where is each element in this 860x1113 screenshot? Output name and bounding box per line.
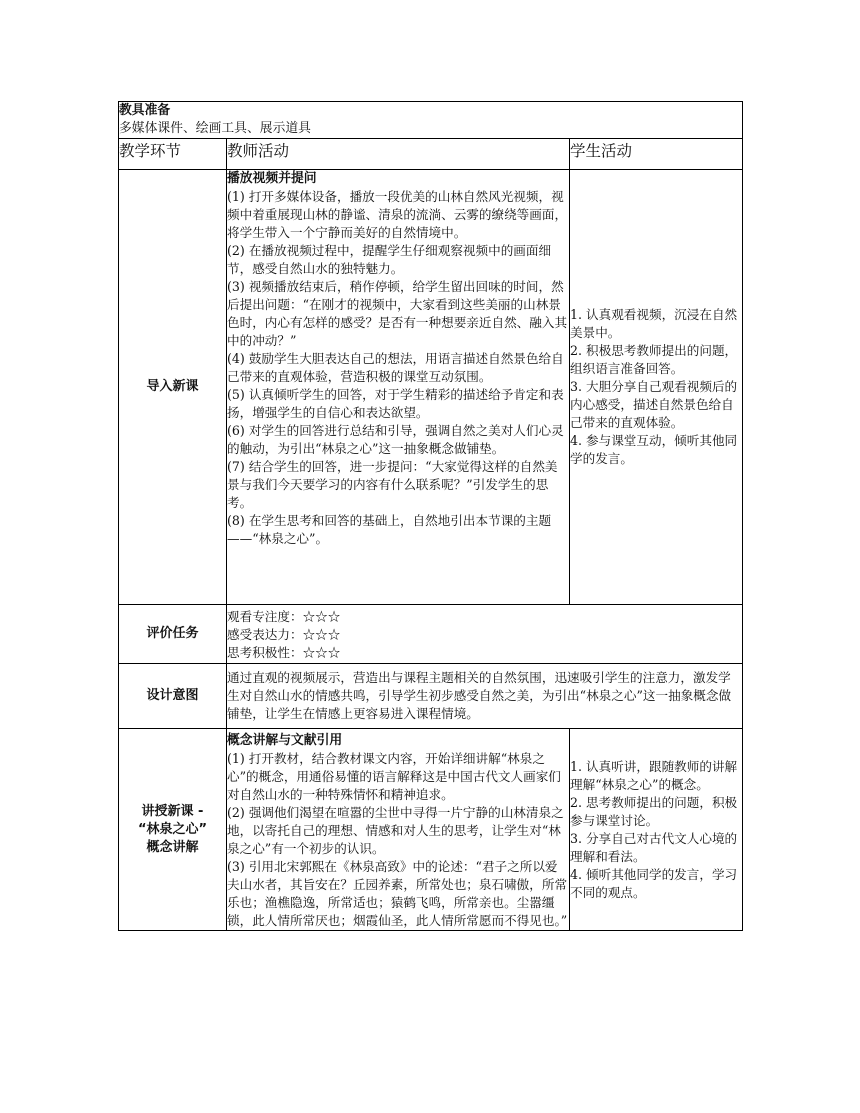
evaluation-item: 思考积极性：☆☆☆ — [227, 645, 341, 660]
concept-student-item: 4. 倾听其他同学的发言，学习不同的观点。 — [570, 866, 738, 900]
intro-row — [119, 170, 743, 605]
concept-stage-line: 概念讲解 — [146, 839, 199, 855]
intro-teacher-item: (6) 对学生的回答进行总结和引导，强调自然之美对人们心灵的触动，为引出“林泉之心”这一抽象概念做铺垫。 — [227, 423, 564, 456]
evaluation-item: 观看专注度：☆☆☆ — [227, 609, 341, 624]
materials-row — [119, 102, 743, 139]
header-stage: 教学环节 — [119, 139, 227, 170]
intro-teacher-activity — [227, 170, 570, 605]
intro-teacher-title: 播放视频并提问 — [227, 171, 317, 186]
lesson-plan-table — [118, 101, 743, 931]
concept-row — [119, 729, 743, 931]
intro-student-activity — [570, 170, 743, 605]
concept-student-item: 2. 思考教师提出的问题，积极参与课堂讨论。 — [570, 794, 738, 828]
intro-teacher-item: (8) 在学生思考和回答的基础上，自然地引出本节课的主题——“林泉之心”。 — [227, 513, 552, 546]
design-stage-label: 设计意图 — [119, 664, 227, 729]
concept-teacher-activity — [227, 729, 570, 931]
intro-student-item: 2. 积极思考教师提出的问题，组织语言准备回答。 — [570, 343, 738, 376]
evaluation-row — [119, 605, 743, 664]
concept-student-activity — [570, 729, 743, 931]
header-teacher: 教师活动 — [227, 139, 570, 170]
evaluation-stage-label: 评价任务 — [119, 605, 227, 664]
materials-title: 教具准备 — [119, 103, 171, 118]
materials-cell — [119, 102, 743, 139]
intro-teacher-item: (1) 打开多媒体设备，播放一段优美的山林自然风光视频，视频中着重展现山林的静谧、清泉的流淌、云雾的缭绕等画面，将学生带入一个宁静而美好的自然情境中。 — [227, 189, 568, 240]
intro-teacher-item: (4) 鼓励学生大胆表达自己的想法，用语言描述自然景色给自己带来的直观体验，营造积极的课堂互动氛围。 — [227, 351, 564, 384]
concept-teacher-item: (2) 强调他们渴望在喧嚣的尘世中寻得一片宁静的山林清泉之地，以寄托自己的理想、情感和对人生的思考，让学生对“林泉之心”有一个初步的认识。 — [227, 805, 564, 856]
concept-teacher-item: (1) 打开教材，结合教材课文内容，开始详细讲解“林泉之心”的概念，用通俗易懂的语言解释这是中国古代文人画家们对自然山水的一种特殊情怀和精神追求。 — [227, 751, 561, 802]
intro-teacher-item: (2) 在播放视频过程中，提醒学生仔细观察视频中的画面细节，感受自然山水的独特魅力。 — [227, 243, 552, 276]
header-student: 学生活动 — [570, 139, 743, 170]
intro-teacher-item: (3) 视频播放结束后，稍作停顿，给学生留出回味的时间，然后提出问题：“在刚才的视频中，大家看到这些美丽的山林景色时，内心有怎样的感受？是否有一种想要亲近自然、融入其中的冲动？” — [227, 279, 568, 348]
materials-content: 多媒体课件、绘画工具、展示道具 — [119, 121, 311, 136]
header-row — [119, 139, 743, 170]
evaluation-items — [227, 605, 743, 664]
concept-teacher-title: 概念讲解与文献引用 — [227, 733, 343, 748]
design-row — [119, 664, 743, 729]
intro-student-item: 3. 大胆分享自己观看视频后的内心感受，描述自然景色给自己带来的直观体验。 — [570, 379, 738, 430]
intro-stage-label: 导入新课 — [119, 170, 227, 605]
concept-stage-line: “林泉之心” — [137, 821, 208, 837]
intro-teacher-item: (5) 认真倾听学生的回答，对于学生精彩的描述给予肯定和表扬，增强学生的自信心和表达欲望。 — [227, 387, 564, 420]
intro-student-item: 4. 参与课堂互动，倾听其他同学的发言。 — [570, 433, 738, 466]
concept-stage-label — [119, 729, 227, 931]
concept-student-item: 3. 分享自己对古代文人心境的理解和看法。 — [570, 830, 738, 864]
concept-teacher-item: (3) 引用北宋郭熙在《林泉高致》中的论述：“君子之所以爱夫山水者，其旨安在？丘园养素，所常处也；泉石啸傲，所常乐也；渔樵隐逸，所常适也；猿鹤飞鸣，所常亲也。尘嚣缰锁，此人情所常厌也；烟霞仙圣，此人情所常愿而不得见也。” — [227, 859, 568, 928]
intro-teacher-item: (7) 结合学生的回答，进一步提问：“大家觉得这样的自然美景与我们今天要学习的内容有什么联系呢？”引发学生的思考。 — [227, 459, 558, 510]
design-content: 通过直观的视频展示，营造出与课程主题相关的自然氛围，迅速吸引学生的注意力，激发学生对自然山水的情感共鸣，引导学生初步感受自然之美，为引出“林泉之心”这一抽象概念做铺垫，让学生在情感上更容易进入课程情境。 — [227, 664, 743, 729]
concept-stage-line: 讲授新课 - — [141, 803, 204, 819]
intro-student-item: 1. 认真观看视频，沉浸在自然美景中。 — [570, 307, 738, 340]
evaluation-item: 感受表达力：☆☆☆ — [227, 627, 341, 642]
concept-student-item: 1. 认真听讲，跟随教师的讲解理解“林泉之心”的概念。 — [570, 758, 738, 792]
